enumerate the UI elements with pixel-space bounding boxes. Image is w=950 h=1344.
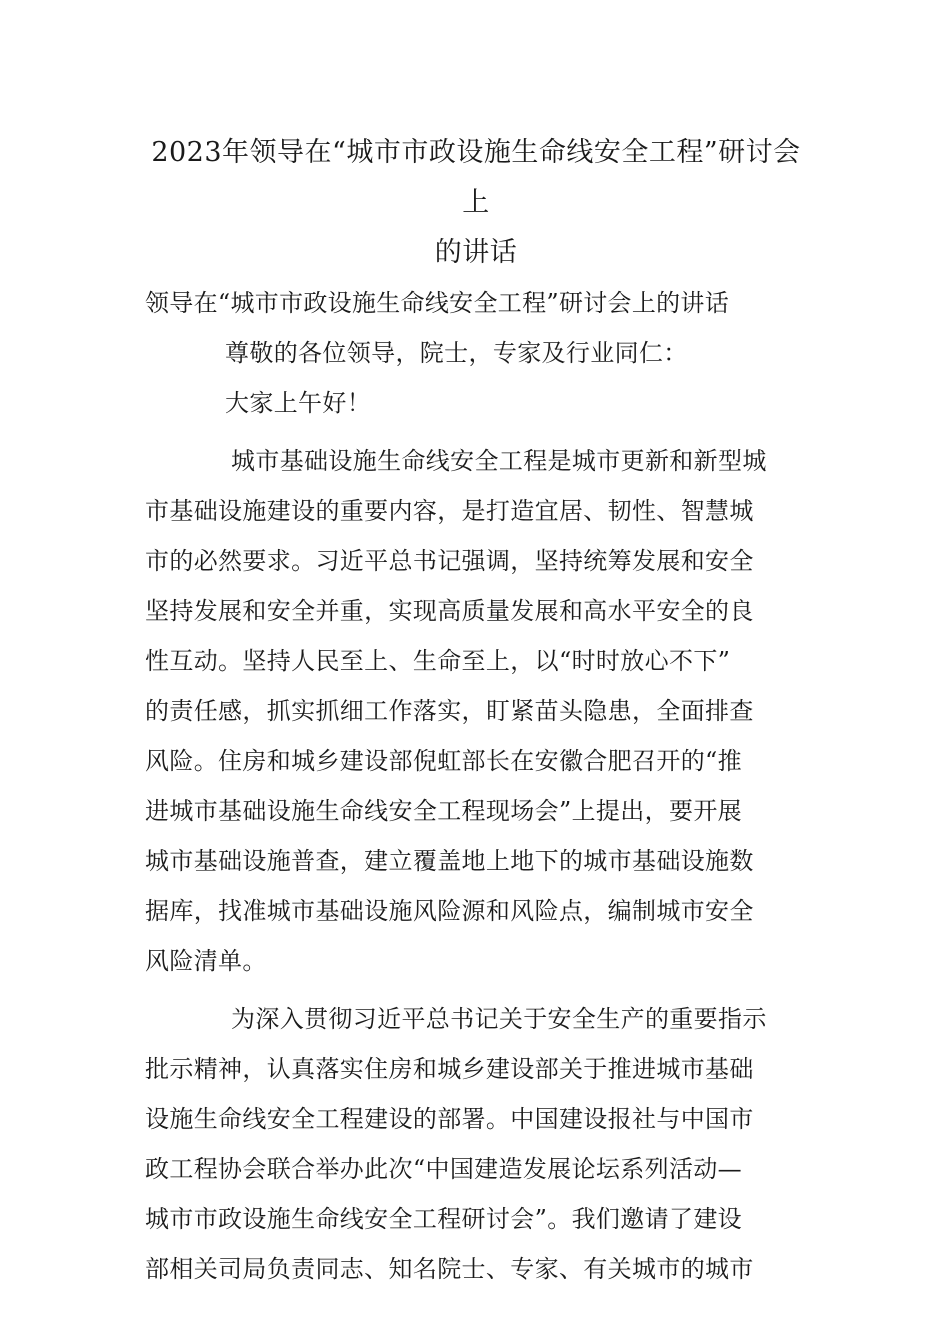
paragraph-line: 城市基础设施普查，建立覆盖地上地下的城市基础设施数 (145, 847, 754, 875)
document-subtitle: 领导在“城市市政设施生命线安全工程”研讨会上的讲话 (145, 289, 730, 317)
document-page (145, 128, 807, 1294)
paragraph-line: 据库，找准城市基础设施风险源和风险点，编制城市安全 (145, 897, 754, 925)
paragraph-line: 性互动。坚持人民至上、生命至上，以“时时放心不下” (145, 647, 731, 675)
paragraph-line: 批示精神，认真落实住房和城乡建设部关于推进城市基础 (145, 1055, 754, 1083)
paragraph-line: 市基础设施建设的重要内容，是打造宜居、韧性、智慧城 (145, 497, 754, 525)
paragraph-line: 风险清单。 (145, 947, 267, 975)
salutation: 尊敬的各位领导，院士，专家及行业同仁： (225, 339, 688, 367)
paragraph-line: 城市基础设施生命线安全工程是城市更新和新型城 (231, 447, 767, 475)
paragraph-line: 政工程协会联合举办此次“中国建造发展论坛系列活动— (145, 1155, 743, 1183)
paragraph-2 (145, 994, 807, 1294)
paragraph-line: 的责任感，抓实抓细工作落实，盯紧苗头隐患，全面排查 (145, 697, 754, 725)
paragraph-line: 进城市基础设施生命线安全工程现场会”上提出，要开展 (145, 797, 743, 825)
title-line-2: 的讲话 (434, 237, 518, 268)
paragraph-line: 设施生命线安全工程建设的部署。中国建设报社与中国市 (145, 1105, 754, 1133)
title-line-1: 2023年领导在“城市市政设施生命线安全工程”研讨会上 (151, 137, 801, 218)
paragraph-line: 市的必然要求。习近平总书记强调，坚持统筹发展和安全 (145, 547, 754, 575)
paragraph-line: 坚持发展和安全并重，实现高质量发展和高水平安全的良 (145, 597, 754, 625)
paragraph-line: 为深入贯彻习近平总书记关于安全生产的重要指示 (231, 1005, 767, 1033)
paragraph-line: 部相关司局负责同志、知名院士、专家、有关城市的城市 (145, 1255, 754, 1283)
paragraph-line: 风险。住房和城乡建设部倪虹部长在安徽合肥召开的“推 (145, 747, 743, 775)
paragraph-1 (145, 436, 807, 986)
document-title (145, 128, 807, 278)
greeting: 大家上午好！ (225, 389, 372, 417)
paragraph-line: 城市市政设施生命线安全工程研讨会”。我们邀请了建设 (145, 1205, 743, 1233)
